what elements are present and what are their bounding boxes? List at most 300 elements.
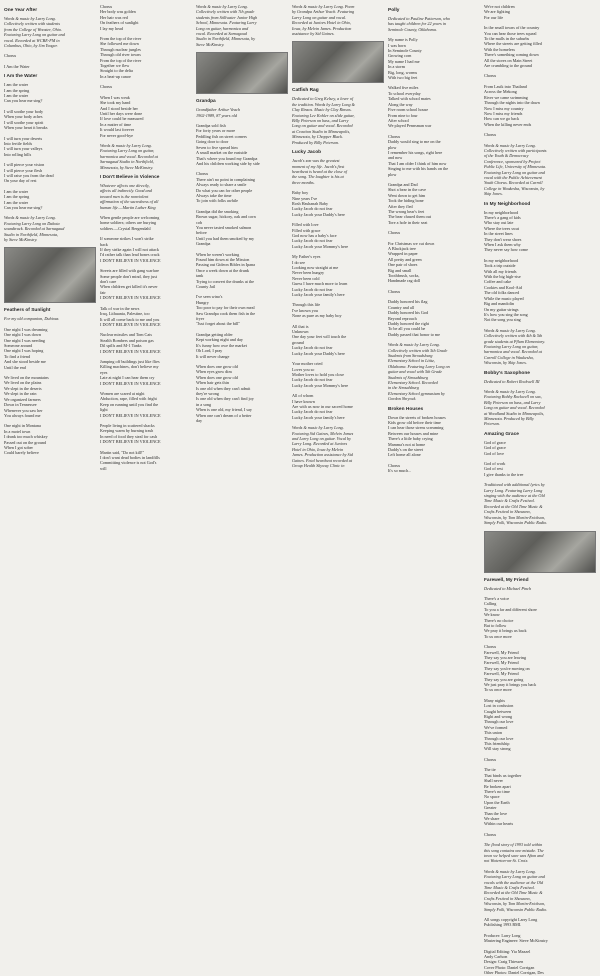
text-line: Daddy's on the street: [388, 447, 424, 453]
text-line: In the small towns of the country: [484, 25, 540, 31]
text-line: I DON'T BELIEVE IN VIOLENCE: [100, 257, 161, 263]
column-2: [100, 4, 192, 596]
text-line: soundtrack. Recorded at Sarnagaud: [4, 226, 65, 232]
text-line: Recorded at the Old Time Music &: [484, 890, 543, 896]
text-line: There's a voice: [484, 595, 510, 601]
text-line: Rosh Hashanah Baby: [292, 200, 329, 206]
text-line: God of love: [484, 450, 505, 456]
verse: [484, 258, 596, 323]
text-line: There ain't no point in complaining: [196, 176, 256, 182]
text-line: I'd rather talk than lead bones crack: [100, 252, 160, 258]
text-line: I am the water: [4, 199, 29, 205]
text-line: Kids grow old before their time: [388, 420, 441, 425]
text-line: Words & music by Larry Long.: [196, 4, 248, 9]
text-line: Mother loves to hold you close: [292, 371, 344, 377]
text-line: harmonica and vocal. Recorded at: [484, 349, 542, 355]
verse: [196, 209, 288, 247]
verse: [100, 215, 192, 231]
text-line: Time Music & Crafts Festival.: [484, 498, 535, 504]
text-line: human life.—Martin Luther King: [100, 204, 156, 210]
text-line: Featuring Larry Long on guitar and: [484, 169, 545, 175]
text-line: For Christmas we cut down: [388, 240, 435, 246]
text-line: assistance by Sid Gaines.: [292, 31, 335, 37]
column-5: [388, 4, 480, 596]
text-line: plow: [388, 144, 397, 150]
text-line: I've seen wino's: [196, 294, 223, 300]
text-line: Growing corn: [388, 53, 412, 59]
photo-image: [292, 41, 384, 83]
text-line: While the music played: [484, 295, 524, 301]
text-line: Featuring Bobby Rockwell on sax,: [484, 394, 542, 400]
song-title: Feathers of Sunlight: [4, 308, 51, 314]
text-line: Daddy honored the right: [388, 320, 430, 326]
text-line: All of whom: [292, 393, 314, 399]
text-line: There's no choice: [484, 617, 514, 623]
verse: [100, 423, 192, 445]
text-line: Chorus: [484, 132, 497, 138]
verse: [388, 463, 480, 474]
text-line: back: [100, 241, 108, 247]
text-line: Long on guitar and vocal. Recorded: [292, 123, 353, 129]
text-line: moment of my life. Jacob's first: [292, 163, 345, 169]
verse: [388, 241, 480, 284]
text-line: Words & music by Larry Long. Poem: [292, 4, 355, 9]
text-line: Streets are filled with gang warfare: [100, 268, 159, 274]
text-line: Chorus: [484, 831, 497, 837]
text-line: People living in scattered shacks: [100, 423, 155, 428]
text-line: Passed out on the ground: [4, 439, 47, 445]
text-line: Filled with love: [292, 222, 319, 228]
verse: [4, 82, 96, 104]
text-line: When I ask them why: [484, 242, 521, 248]
text-line: Stealth Bombers and poison gas: [100, 337, 154, 343]
text-line: When children get killed it's never: [100, 284, 158, 290]
text-line: And I stood beside her: [100, 105, 138, 111]
text-line: They say you are going: [484, 676, 524, 682]
text-line: Hungry: [196, 299, 209, 305]
text-line: I DON'T BELIEVE IN VIOLENCE: [100, 412, 161, 418]
text-line: Wrapped in paper: [388, 251, 418, 257]
text-line: How can we go back: [484, 116, 520, 122]
text-line: Went down to get him: [388, 192, 426, 198]
text-line: Chorus: [100, 4, 113, 9]
text-line: Down in Tennessee: [4, 402, 37, 408]
text-line: Found him down at the Mission: [196, 257, 250, 262]
text-line: Through old river towns: [100, 52, 141, 58]
text-line: Once a week down at the drunk: [196, 267, 250, 273]
text-line: And she stood beside me: [4, 359, 46, 365]
text-line: You always found me: [4, 412, 41, 418]
text-line: Chorus: [100, 84, 113, 90]
text-line: When hair gets thin: [196, 380, 229, 386]
text-line: Students of Stroudsburg: [388, 374, 428, 380]
text-line: Never been cold: [292, 275, 320, 281]
text-line: That's where you found my Grandpa: [196, 155, 258, 161]
text-line: To join with folks awhile: [196, 198, 239, 204]
text-line: Dedicated to Greg Kelsey, a lover of: [292, 96, 354, 102]
text-line: and now: [388, 155, 403, 161]
text-line: Never been hungry: [292, 270, 325, 276]
text-line: Shot a bear in the cave: [388, 187, 427, 193]
text-line: Country and all: [388, 304, 415, 310]
text-line: To be all you could be: [388, 326, 426, 332]
text-line: by Steve McKinstry.: [4, 237, 38, 242]
verse: [388, 230, 480, 235]
text-line: Elementary School in Lititz,: [388, 358, 435, 364]
text-line: From nine to four: [388, 112, 418, 118]
verse: [100, 36, 192, 79]
text-line: Women are scared at night: [100, 390, 145, 396]
text-line: Produced by Billy Peterson.: [292, 139, 340, 145]
text-line: Are crumbling to the ground: [484, 63, 532, 69]
verse: [292, 361, 384, 388]
verse: [100, 84, 192, 89]
text-line: Collectively written with participants: [484, 147, 547, 153]
text-line: In a beat-up canoe: [100, 73, 131, 79]
song-title: Farewell, My Friend: [484, 577, 529, 583]
verse: [484, 644, 596, 693]
text-line: Late at night I can hear them cry: [100, 375, 155, 381]
verse: [196, 123, 288, 166]
text-line: Could barely believe: [4, 450, 39, 456]
text-line: Time Music & Crafts Festival.: [484, 885, 535, 890]
text-line: Producer: Larry Long: [484, 932, 521, 938]
text-line: Lucky Jacob do not fear: [292, 286, 333, 292]
text-line: town we helped save was Afton and: [484, 852, 544, 858]
text-line: I will soothe your spirit: [4, 119, 44, 125]
song-credit: [292, 158, 384, 185]
text-line: Daddy honored his God: [388, 310, 429, 316]
text-line: There's no time: [484, 788, 510, 794]
text-line: Until the end: [4, 364, 26, 370]
text-line: Beyond reproach: [388, 315, 417, 321]
text-line: will: [100, 465, 107, 471]
text-line: In Seminole County: [388, 48, 422, 54]
text-line: Youth Chorus. Recorded at Carroll: [484, 180, 543, 186]
song-credit: [4, 316, 96, 321]
text-line: To us once more: [484, 633, 512, 639]
text-line: Collectively written with 7th grade: [196, 9, 255, 15]
text-line: tank: [196, 273, 204, 279]
text-line: Big and small: [388, 267, 412, 273]
text-line: When one can't dream of a better: [196, 412, 252, 418]
text-line: Gordon Shryock.: [388, 396, 417, 402]
text-line: Killing machines, don't believe my: [100, 364, 159, 370]
text-line: Words & music by Larry Long.: [388, 342, 440, 348]
song-credit: [484, 379, 596, 384]
text-line: When your heart it breaks: [4, 125, 48, 131]
text-line: Grandpa sold fish: [196, 123, 226, 129]
text-line: Columbus, Ohio, by Jim Yeager.: [4, 43, 58, 49]
text-line: Lucky Jacob your family's here: [292, 292, 345, 298]
text-line: guitar and vocal with 5th Grade: [388, 369, 443, 375]
text-line: not Waterton-on-St. Croix.: [484, 858, 529, 864]
text-line: Between our houses and mine: [388, 430, 439, 436]
text-line: I DON'T BELIEVE IN VIOLENCE: [100, 348, 161, 354]
verse: [484, 757, 596, 762]
text-line: I will turn your valleys: [4, 146, 43, 152]
text-line: Clay Rinsos. Music by Clay Rinsos.: [292, 107, 352, 113]
text-line: I will pierce your flesh: [4, 167, 43, 173]
text-line: Words & music by Larry Long.: [484, 142, 536, 148]
text-line: Traditional with additional lyrics by: [484, 482, 545, 488]
text-line: Chorus: [388, 230, 401, 236]
text-line: Along the way: [388, 101, 413, 107]
text-line: from the College of Wooster, Ohio.: [4, 26, 62, 32]
text-line: students from Stillwater Junior High: [196, 14, 258, 20]
text-line: at Woodland Studio in Minneapolis,: [484, 410, 545, 416]
text-line: Words & music by Larry Long.: [484, 327, 536, 333]
text-line: Iowa, by Melvin James. Production: [292, 25, 352, 31]
text-line: Lucky Jacob do not fear: [292, 377, 333, 383]
text-line: Group Health Skyway Clinic in: [292, 463, 345, 468]
verse: [484, 461, 596, 477]
text-line: they're wrong: [196, 390, 219, 396]
text-line: We lived on the mountains: [4, 375, 49, 381]
text-line: Toothbrush, socks,: [388, 273, 420, 279]
verse: [484, 832, 596, 837]
verse: [388, 85, 480, 128]
text-line: Words & music by Larry Long.: [292, 425, 344, 431]
text-line: A small market on the eastside: [196, 150, 248, 156]
text-line: Minnesota. Produced by Billy: [484, 416, 534, 421]
text-line: Words & music by Larry Long.: [4, 16, 56, 21]
text-line: Larry Long. Featuring Larry Long: [484, 487, 543, 493]
text-line: On my guitar strings: [484, 306, 519, 312]
text-line: don't care: [100, 279, 117, 285]
text-line: Do what you can for other people: [196, 187, 253, 193]
text-line: Words & music by Larry Long.: [484, 868, 536, 874]
verse: [388, 299, 480, 337]
text-line: Guess I have much more to learn: [292, 281, 348, 287]
text-line: I DON'T BELIEVE IN VIOLENCE: [100, 439, 161, 445]
text-line: From the top of the river: [100, 57, 142, 63]
text-line: Until you had them smoked by my: [196, 235, 255, 241]
text-line: Lucky Jacob your Daddy's here: [292, 211, 345, 217]
text-line: three months.: [292, 179, 315, 185]
verse: [484, 210, 596, 253]
verse: [388, 415, 480, 458]
text-line: "Just forget about the bill": [196, 321, 241, 327]
text-line: Seven to five spread him: [196, 144, 238, 150]
text-line: Dedicated to Robert Rockwell III: [484, 378, 540, 384]
text-line: Chorus: [388, 133, 401, 139]
text-line: Minnesota, by Chopper Black.: [292, 134, 344, 140]
text-line: It will never change: [196, 353, 230, 359]
text-line: Simply Folk, Wisconsin Public Radio.: [484, 906, 548, 912]
text-line: Whatever affects one directly,: [100, 182, 150, 188]
text-line: I am the water: [4, 82, 29, 88]
text-line: Featuring Sid Gaines, Melvin James: [292, 430, 354, 436]
text-line: Larry Long. Recorded at Juniors: [292, 441, 348, 447]
text-line: And his children working side by side: [196, 160, 260, 166]
text-line: Chorus: [196, 171, 209, 177]
text-line: County Jail: [196, 284, 216, 290]
text-line: Nine years I've: [292, 195, 318, 201]
text-line: Many nights: [484, 697, 506, 703]
text-line: To find a friend: [4, 353, 31, 359]
text-line: One night I was hoping: [4, 348, 44, 354]
text-line: Through our love: [484, 735, 514, 741]
text-line: Shall never: [484, 778, 503, 784]
text-line: Mastering Engineer: Steve McKinstry: [484, 938, 548, 944]
text-line: Recorded at the Old Time Music &: [484, 503, 543, 509]
song-credit: [100, 183, 192, 210]
text-line: Nuclear missiles and Tom Cats: [100, 332, 152, 338]
text-line: Chorus: [388, 462, 401, 468]
text-line: My Father's eyes: [292, 254, 321, 260]
text-line: Will stay strong: [484, 746, 511, 752]
text-line: I am the spring: [4, 194, 30, 200]
text-line: It's how you sing the song: [484, 311, 528, 317]
text-line: Lucky Jacob your Mommy's here: [292, 243, 349, 249]
text-line: I remember his songs, right here: [388, 149, 443, 155]
text-line: With two big feet: [388, 75, 418, 81]
text-line: If they strike again I will not attack: [100, 247, 159, 253]
song-credit: [4, 16, 96, 48]
text-line: In my neighborhood: [484, 209, 519, 215]
text-line: Oklahoma. Featuring Larry Long on: [388, 363, 450, 369]
text-line: Long on guitar, harmonica and: [196, 25, 249, 31]
text-line: has taught children for 22 years in: [388, 21, 447, 27]
column-3: [196, 4, 288, 596]
text-line: Chorus: [484, 756, 497, 762]
text-line: Words & music by Larry Long.: [100, 142, 152, 148]
verse: [484, 933, 596, 944]
text-line: But to follow: [484, 622, 507, 628]
text-line: In the street lines: [484, 231, 513, 237]
text-line: home soldiers; others are burying: [100, 220, 157, 226]
text-line: I DON'T BELIEVE IN VIOLENCE: [100, 295, 161, 301]
text-line: I will pierce your vision: [4, 162, 45, 168]
text-line: Where the streets are getting filled: [484, 41, 542, 47]
song-credit: [196, 107, 288, 118]
song-credit: [484, 842, 596, 864]
song-credit: [196, 4, 288, 47]
text-line: God of work: [484, 461, 506, 467]
text-line: before: [196, 230, 207, 236]
text-line: Peddling fish on street corners: [196, 133, 247, 139]
song-title: Bobby's Saxophone: [484, 370, 530, 376]
verse: [100, 268, 192, 300]
text-line: Carroll College in Waukesha,: [484, 354, 534, 360]
text-line: Talked with school mates: [388, 96, 431, 102]
verse: [292, 222, 384, 249]
text-line: For my old companion, Dubious: [4, 316, 59, 322]
text-line: All pretty and green: [388, 256, 422, 262]
song-title: Broken Houses: [388, 406, 424, 412]
text-line: Collectively written with 4th & 5th: [484, 333, 543, 339]
text-line: We are fighting: [484, 9, 510, 15]
song-credit: [100, 143, 192, 170]
text-line: Are with us now in our sacred home: [292, 403, 353, 409]
text-line: Jacob's son was the greatest: [292, 158, 340, 164]
text-line: Daddy passed that honor to me: [388, 331, 440, 337]
text-line: When eyes grow dim: [196, 369, 232, 375]
text-line: Featuring Larry Long on Dakota: [4, 220, 60, 226]
text-line: Billy Peterson on bass, and Larry: [292, 118, 349, 124]
text-line: Right and wrong: [484, 714, 513, 720]
text-line: We've formed: [484, 724, 508, 730]
text-line: We pray it brings us back: [484, 628, 527, 634]
text-line: You can hear those trees squeal: [484, 30, 537, 36]
text-line: Grandpa: [196, 241, 211, 247]
text-line: Studio in Northfield, Minnesota, by: [196, 36, 256, 42]
text-line: It would last forever: [100, 127, 135, 133]
text-line: Through this life: [292, 302, 321, 308]
text-line: Always ready to share a smile: [196, 182, 247, 188]
text-line: vocal. Recorded at Sarnagaud: [196, 31, 247, 37]
text-line: Her body was golden: [100, 9, 136, 15]
text-line: toward men is the nonviolent: [100, 193, 149, 199]
verse: [484, 698, 596, 752]
text-line: Collectively written with 5th Grade: [388, 347, 448, 353]
text-line: Minnesota, by Steve McKinstry.: [100, 164, 154, 170]
song-credit: [484, 328, 596, 366]
text-line: vocal with the Public Achievement: [484, 174, 542, 180]
text-line: To the malls in the suburbs: [484, 36, 530, 42]
text-line: Unknown: [292, 329, 309, 335]
text-line: Crafts Festival in Shawano,: [484, 509, 531, 515]
text-line: Greater: [484, 805, 497, 811]
text-line: 1902-1989, 87 years old: [196, 112, 237, 118]
song-credit: [292, 4, 384, 36]
song-title: I Am the Water: [4, 74, 38, 80]
verse: [292, 302, 384, 318]
text-line: In a matter of time: [100, 121, 132, 127]
text-line: Lucky Jacob do not fear: [292, 238, 333, 244]
text-line: Saw Grandpa cook them fish in the: [196, 310, 256, 316]
text-line: The bear chased them out: [388, 214, 432, 220]
text-line: I have known: [292, 398, 315, 404]
column-6: [484, 4, 596, 976]
verse: [484, 84, 596, 127]
text-line: cob: [196, 219, 203, 225]
text-line: Grandpa getting older: [196, 331, 233, 337]
text-line: Through our love: [484, 719, 514, 725]
verse: [484, 73, 596, 78]
text-line: When I was weak: [100, 94, 130, 100]
text-line: No space: [484, 794, 500, 800]
text-line: affects all indirectly. Good and: [100, 188, 152, 194]
text-line: I do see: [292, 259, 306, 265]
text-line: Calling: [484, 601, 497, 607]
text-line: The flood story of 1993 told within: [484, 842, 543, 848]
text-line: Wisconsin, by Tom Martin-Erickson,: [484, 514, 546, 520]
text-line: in a song: [196, 401, 212, 407]
text-line: Wisconsin, by Tom Martin-Erickson,: [484, 901, 546, 907]
text-line: One night I was down: [4, 332, 41, 338]
text-line: From the top of the river: [100, 36, 142, 42]
song-credit: [484, 482, 596, 525]
song-credit: [388, 16, 480, 32]
text-line: Together we flew: [100, 63, 130, 69]
text-line: Tore a hole in their seat: [388, 219, 428, 225]
verse: [388, 134, 480, 177]
song-title: Lucky Jacob: [292, 150, 322, 156]
photo-image: [484, 531, 596, 573]
verse: [4, 375, 96, 418]
text-line: Passing out Gideon Bibles in Ipana: [196, 262, 255, 268]
text-line: grade students at Pflum Elementary.: [484, 338, 546, 344]
verse: [4, 136, 96, 158]
text-line: When I got sober: [4, 444, 33, 450]
song-title: Grandpa: [196, 99, 216, 105]
text-line: harmonica and vocal. Recorded at: [100, 153, 158, 159]
text-line: One night I was dreaming: [4, 326, 48, 332]
text-line: One day your feet will touch the: [292, 334, 347, 340]
song-title: In My Neighborhood: [484, 201, 531, 207]
